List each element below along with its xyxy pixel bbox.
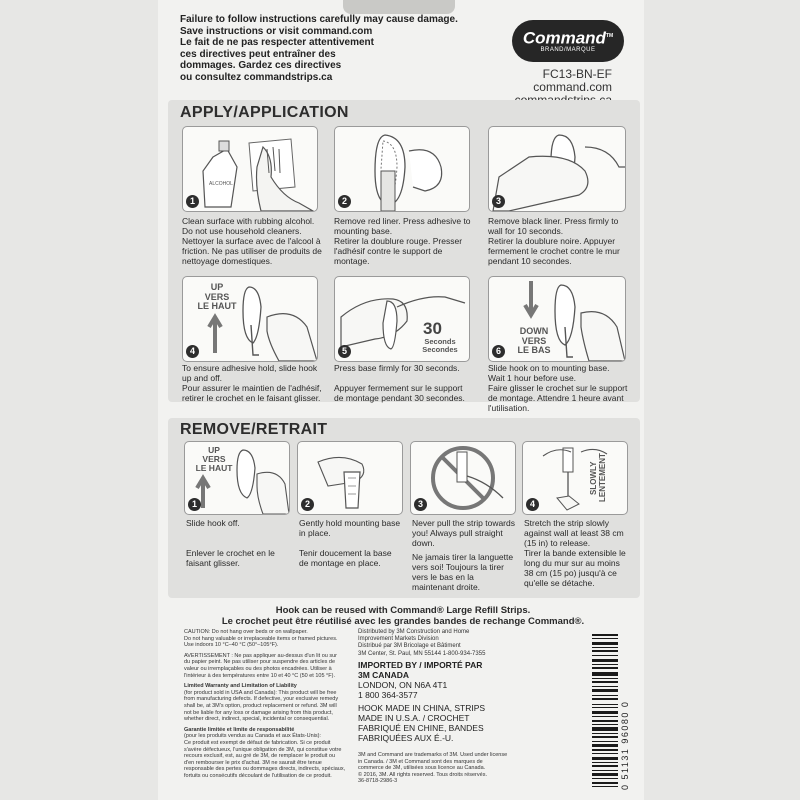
apply-step-6-illustration — [488, 276, 626, 362]
distributor-line: Improvement Markets Division — [358, 636, 439, 643]
distributor-line: 3M Center, St. Paul, MN 55144 1-800-934-7355 — [358, 650, 486, 657]
step-number: 1 — [186, 195, 199, 208]
caption-fr: Faire glisser le crochet sur le support de montage. Attendre 1 heure avant l'utilisation. — [488, 383, 628, 413]
seconds-number: 30 — [423, 319, 442, 338]
caption-fr: Nettoyer la surface avec de l'alcool à friction. Ne pas utiliser de produits de nettoyage domestiques. — [182, 236, 322, 266]
up-fr: VERS — [204, 291, 230, 302]
apply-step-2-illustration — [334, 126, 470, 212]
caption-fr: Ne jamais tirer la languette vers soi! Toujours la tirer vers le bas en la maintenant droite. — [412, 552, 514, 592]
apply-step-2-caption — [334, 216, 474, 266]
up-label — [191, 283, 243, 312]
distributor-line: Distributed by 3M Construction and Home — [358, 629, 470, 635]
apply-title: APPLY/APPLICATION — [180, 104, 349, 121]
importer-block — [358, 660, 584, 743]
origin-line: MADE IN U.S.A. / CROCHET — [358, 713, 470, 723]
apply-step-1-illustration — [182, 126, 318, 212]
remove-step-4-illustration — [522, 441, 628, 515]
garantie-line: fortuits ou consécutifs découlant de l'utilisation de ce produit. — [184, 772, 332, 779]
warranty-line: not be liable for any loss or damage arising from this product, — [184, 709, 333, 716]
origin-line: HOOK MADE IN CHINA, STRIPS — [358, 703, 486, 713]
apply-step-1-caption — [182, 216, 322, 266]
caption-en: Stretch the strip slowly against wall at least 38 cm (15 in) to release. — [524, 518, 624, 548]
remove-step-3-caption — [412, 518, 516, 592]
caption-en: Press base firmly for 30 seconds. — [334, 363, 460, 373]
caution-line: du papier peint. Ne pas utiliser pour suspendre des articles de — [184, 659, 336, 666]
caution-line: l'intérieur à des températures entre 10 et 40 °C (50 et 105 °F). — [184, 672, 335, 679]
garantie-line: (pour les produits vendus au Canada et aux États-Unis): — [184, 733, 321, 740]
garantie-title: Garantie limitée et limite de responsabilité — [184, 726, 295, 733]
step-number: 6 — [492, 345, 505, 358]
remove-step-1-illustration — [184, 441, 290, 515]
trademark-line: 36-8718-2986-3 — [358, 778, 398, 785]
apply-step-4-illustration — [182, 276, 318, 362]
up-fr: VERS — [202, 454, 226, 464]
step-number: 1 — [188, 498, 201, 511]
caption-fr: Retirer la doublure rouge. Presser l'adhésif contre le support de montage. — [334, 236, 463, 266]
garantie-line: responsable des pertes ou dommages directs, indirects, spéciaux, — [184, 766, 346, 773]
hang-hole — [343, 0, 455, 14]
step-number: 5 — [338, 345, 351, 358]
remove-step-4-caption — [524, 518, 628, 588]
caution-line: AVERTISSEMENT : Ne pas appliquer au-dessus d'un lit ou sur — [184, 652, 337, 659]
caution-line: CAUTION: Do not hang over beds or on wallpaper. — [184, 629, 308, 635]
seconds-en: Seconds — [424, 337, 456, 346]
distributor-block — [358, 629, 558, 658]
garantie-line: s'avère défectueux, l'unique obligation de 3M, qui constitue votre — [184, 746, 342, 753]
logo-name: Command — [522, 28, 606, 48]
caption-en: Remove black liner. Press firmly to wall for 10 seconds. — [488, 216, 619, 236]
caution-line: Do not hang valuable or irreplaceable items or framed pictures. — [184, 635, 338, 642]
warning-line: dommages. Gardez ces directives — [180, 60, 342, 71]
origin-line: FABRIQUÉES AUX É.-U. — [358, 733, 454, 743]
trademark-line: commerce de 3M, utilisées sous licence au Canada. — [358, 765, 486, 772]
apply-step-4-caption — [182, 363, 322, 403]
caution-line: Use indoors 10 °C–40 °C (50°–105°F). — [184, 642, 279, 649]
caption-fr: Pour assurer le maintien de l'adhésif, retirer le crochet en le faisant glisser. — [182, 383, 322, 403]
apply-step-3-illustration — [488, 126, 626, 212]
apply-step-3-caption — [488, 216, 628, 266]
remove-step-2-caption — [299, 518, 403, 568]
trademark-block — [358, 752, 584, 785]
barcode-digits: 0 51131 96080 0 — [620, 700, 630, 790]
logo-tm: TM — [605, 32, 614, 39]
warranty-title: Limited Warranty and Limitation of Liability — [184, 683, 297, 690]
website-us: command.com — [533, 80, 612, 94]
remove-step-3-illustration — [410, 441, 516, 515]
slowly-fr: LENTEMENT — [598, 453, 607, 503]
caption-en: Gently hold mounting base in place. — [299, 518, 401, 538]
caption-fr: Enlever le crochet en le faisant glisser. — [186, 548, 275, 568]
logo-sub: BRAND/MARQUE — [540, 47, 596, 54]
seconds-label — [413, 338, 467, 354]
step-number: 4 — [186, 345, 199, 358]
up-fr2: LE HAUT — [195, 463, 233, 473]
product-code: FC13-BN-EF — [542, 67, 612, 81]
trademark-line: 3M and Command are trademarks of 3M. Used under license — [358, 752, 508, 758]
garantie-line: Ce produit est exempt de défaut de fabrication. Si ce produit — [184, 739, 331, 746]
command-logo — [512, 20, 624, 62]
importer-label: IMPORTED BY / IMPORTÉ PAR — [358, 660, 483, 670]
reuse-fr: Le crochet peut être réutilisé avec les grandes bandes de rechange Command®. — [221, 616, 585, 627]
reuse-note — [180, 605, 626, 627]
caption-en: To ensure adhesive hold, slide hook up and off. — [182, 363, 318, 383]
warranty-line: shall be, at 3M's option, product replacement or refund. 3M will — [184, 702, 337, 709]
trademark-line: in Canada. / 3M et Command sont des marques de — [358, 758, 483, 765]
seconds-fr: Secondes — [422, 345, 458, 354]
warranty-line: whether direct, indirect, special, incidental or consequential. — [184, 716, 330, 723]
caution-line: valeur ou irremplaçables ou des photos encadrées. Utiliser à — [184, 665, 332, 672]
step-number: 3 — [492, 195, 505, 208]
apply-step-5-caption — [334, 363, 474, 403]
warning-text — [180, 14, 458, 83]
caption-fr: Tirer la bande extensible le long du mur sur au moins 38 cm (15 po) jusqu'à ce qu'elle se détache. — [524, 548, 626, 588]
down-fr: VERS — [521, 335, 547, 346]
warning-line: ces directives peut entraîner des — [180, 48, 336, 60]
slowly-label — [589, 450, 609, 506]
caption-en: Clean surface with rubbing alcohol. Do not use household cleaners. — [182, 216, 315, 236]
trademark-line: © 2016, 3M. All rights reserved. Tous droits réservés. — [358, 771, 487, 778]
caption-en: Remove red liner. Press adhesive to mounting base. — [334, 216, 471, 236]
apply-step-6-caption — [488, 363, 628, 413]
up-en: UP — [208, 445, 220, 455]
remove-step-1-caption — [186, 518, 290, 568]
caption-fr: Appuyer fermement sur le support de montage pendant 30 secondes. — [334, 383, 465, 403]
caption-fr: Retirer la doublure noire. Appuyer fermement le crochet contre le mur pendant 10 secondes. — [488, 236, 620, 266]
caption-en: Slide hook off. — [186, 518, 240, 528]
remove-up-label — [189, 446, 239, 473]
caption-en: Never pull the strip towards you! Always pull straight down. — [412, 518, 515, 548]
distributor-line: Distribué par 3M Bricolage et Bâtiment — [358, 643, 461, 650]
up-fr2: LE HAUT — [197, 301, 237, 311]
slowly-en: SLOWLY — [589, 461, 598, 495]
importer-phone: 1 800 364-3577 — [358, 690, 418, 700]
garantie-line: d'en rembourser le prix d'achat. 3M ne saurait être tenue — [184, 759, 322, 766]
svg-text:ALCOHOL: ALCOHOL — [209, 181, 233, 187]
warning-line: ou consultez commandstrips.ca — [180, 71, 333, 83]
step-number: 3 — [414, 498, 427, 511]
warning-line: Le fait de ne pas respecter attentivement — [180, 37, 374, 48]
warning-line: Failure to follow instructions carefully may cause damage. — [180, 14, 458, 25]
reuse-en: Hook can be reused with Command® Large Refill Strips. — [275, 605, 531, 616]
remove-step-2-illustration — [297, 441, 403, 515]
warranty-line: (for product sold in USA and Canada): This product will be free — [184, 689, 337, 696]
step-number: 2 — [301, 498, 314, 511]
down-fr2: LE BAS — [517, 345, 551, 355]
step-number: 4 — [526, 498, 539, 511]
caption-en: Slide hook on to mounting base. Wait 1 hour before use. — [488, 363, 610, 383]
apply-step-5-illustration — [334, 276, 470, 362]
down-label — [511, 327, 557, 356]
warranty-line: from manufacturing defects. If defective, your exclusive remedy — [184, 696, 339, 703]
origin-line: FABRIQUÉ EN CHINE, BANDES — [358, 723, 484, 733]
importer-name: 3M CANADA — [358, 670, 409, 680]
caution-block — [184, 629, 346, 779]
step-number: 2 — [338, 195, 351, 208]
importer-address: LONDON, ON N6A 4T1 — [358, 680, 448, 690]
warning-line: Save instructions or visit command.com — [180, 25, 373, 37]
down-en: DOWN — [519, 326, 549, 336]
remove-title: REMOVE/RETRAIT — [180, 421, 328, 438]
up-en: UP — [210, 282, 224, 292]
caption-fr: Tenir doucement la base de montage en place. — [299, 548, 392, 568]
garantie-line: recours exclusif, est, au gré de 3M, de remplacer le produit ou — [184, 753, 336, 760]
